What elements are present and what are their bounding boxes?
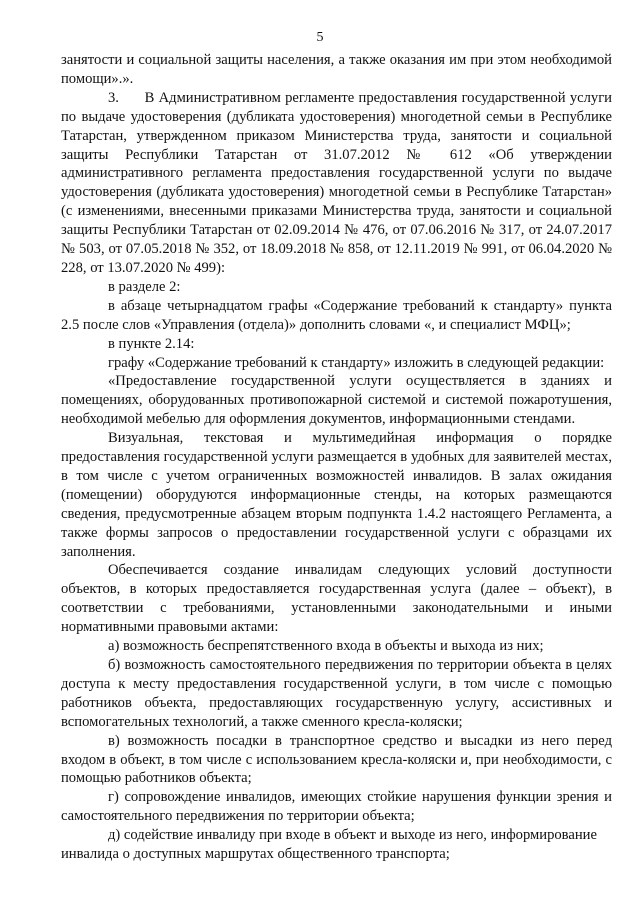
- list-item-b: б) возможность самостоятельного передвижения по территории объекта в целях доступа к месту предоставления государственной услуги, в том числе с помощью работников объекта, предоставляющих государственную услугу, ассистивных и вспомогательных технологий, а также сменного кресла-коляски;: [61, 657, 612, 730]
- page-number: 5: [316, 30, 324, 45]
- document-body: [61, 51, 612, 864]
- paragraph-new-wording: графу «Содержание требований к стандарту» изложить в следующей редакции:: [108, 354, 605, 371]
- paragraph-continuation: занятости и социальной защиты населения, а также оказания им при этом необходимой помощи».».: [61, 52, 612, 87]
- paragraph-clause-2-5: в абзаце четырнадцатом графы «Содержание требований к стандарту» пункта 2.5 после слов «Управления (отдела)» дополнить словами «, и специалист МФЦ»;: [61, 297, 612, 333]
- paragraph-premises: «Предоставление государственной услуги осуществляется в зданиях и помещениях, оборудованных противопожарной системой и системой пожаротушения, необходимой мебелью для оформления документов, информационными стендами.: [61, 373, 612, 428]
- paragraph-section-2: в разделе 2:: [108, 278, 181, 295]
- list-item-v: в) возможность посадки в транспортное средство и высадки из него перед входом в объект, в том числе с использованием кресла-коляски и, при необходимости, с помощью работников объекта;: [61, 732, 612, 787]
- list-item-d: д) содействие инвалиду при входе в объект и выходе из него, информирование инвалида о доступных маршрутах общественного транспорта;: [61, 827, 597, 863]
- paragraph-accessibility: Обеспечивается создание инвалидам следующих условий доступности объектов, в которых предоставляется государственная услуга (далее – объект), в соответствии с требованиями, установленными законодательными и иными нормативными правовыми актами:: [61, 562, 612, 636]
- paragraph-clause-2-14: в пункте 2.14:: [108, 335, 195, 352]
- list-item-a: а) возможность беспрепятственного входа в объекты и выхода из них;: [108, 638, 544, 655]
- paragraph-item-3: 3. В Административном регламенте предоставления государственной услуги по выдаче удостоверения (дубликата удостоверения) многодетной семьи в Республике Татарстан, утвержденном приказом Министерства труда, занятости и социальной защиты Республики Татарстан от 31.07.2012 № 612 «Об утверждении административного регламента предоставления государственной услуги по выдаче удостоверения (дубликата удостоверения) многодетной семьи в Республике Татарстан» (с изменениями, внесенными приказами Министерства труда, занятости и социальной защиты Республики Татарстан от 02.09.2014 № 476, от 07.06.2016 № 317, от 24.07.2017 № 503, от 07.05.2018 № 352, от 18.09.2018 № 858, от 12.11.2019 № 991, от 06.04.2020 № 228, от 13.07.2020 № 499):: [61, 89, 612, 276]
- list-item-g: г) сопровождение инвалидов, имеющих стойкие нарушения функции зрения и самостоятельного передвижения по территории объекта;: [61, 789, 612, 825]
- paragraph-information: Визуальная, текстовая и мультимедийная информация о порядке предоставления государственной услуги размещается в удобных для заявителей местах, в том числе с учетом ограниченных возможностей инвалидов. В залах ожидания (помещении) оборудуются информационные стенды, на которых размещаются сведения, предусмотренные абзацем вторым подпункта 1.4.2 настоящего Регламента, а также формы запросов о предоставлении государственной услуги с образцами их заполнения.: [61, 430, 612, 560]
